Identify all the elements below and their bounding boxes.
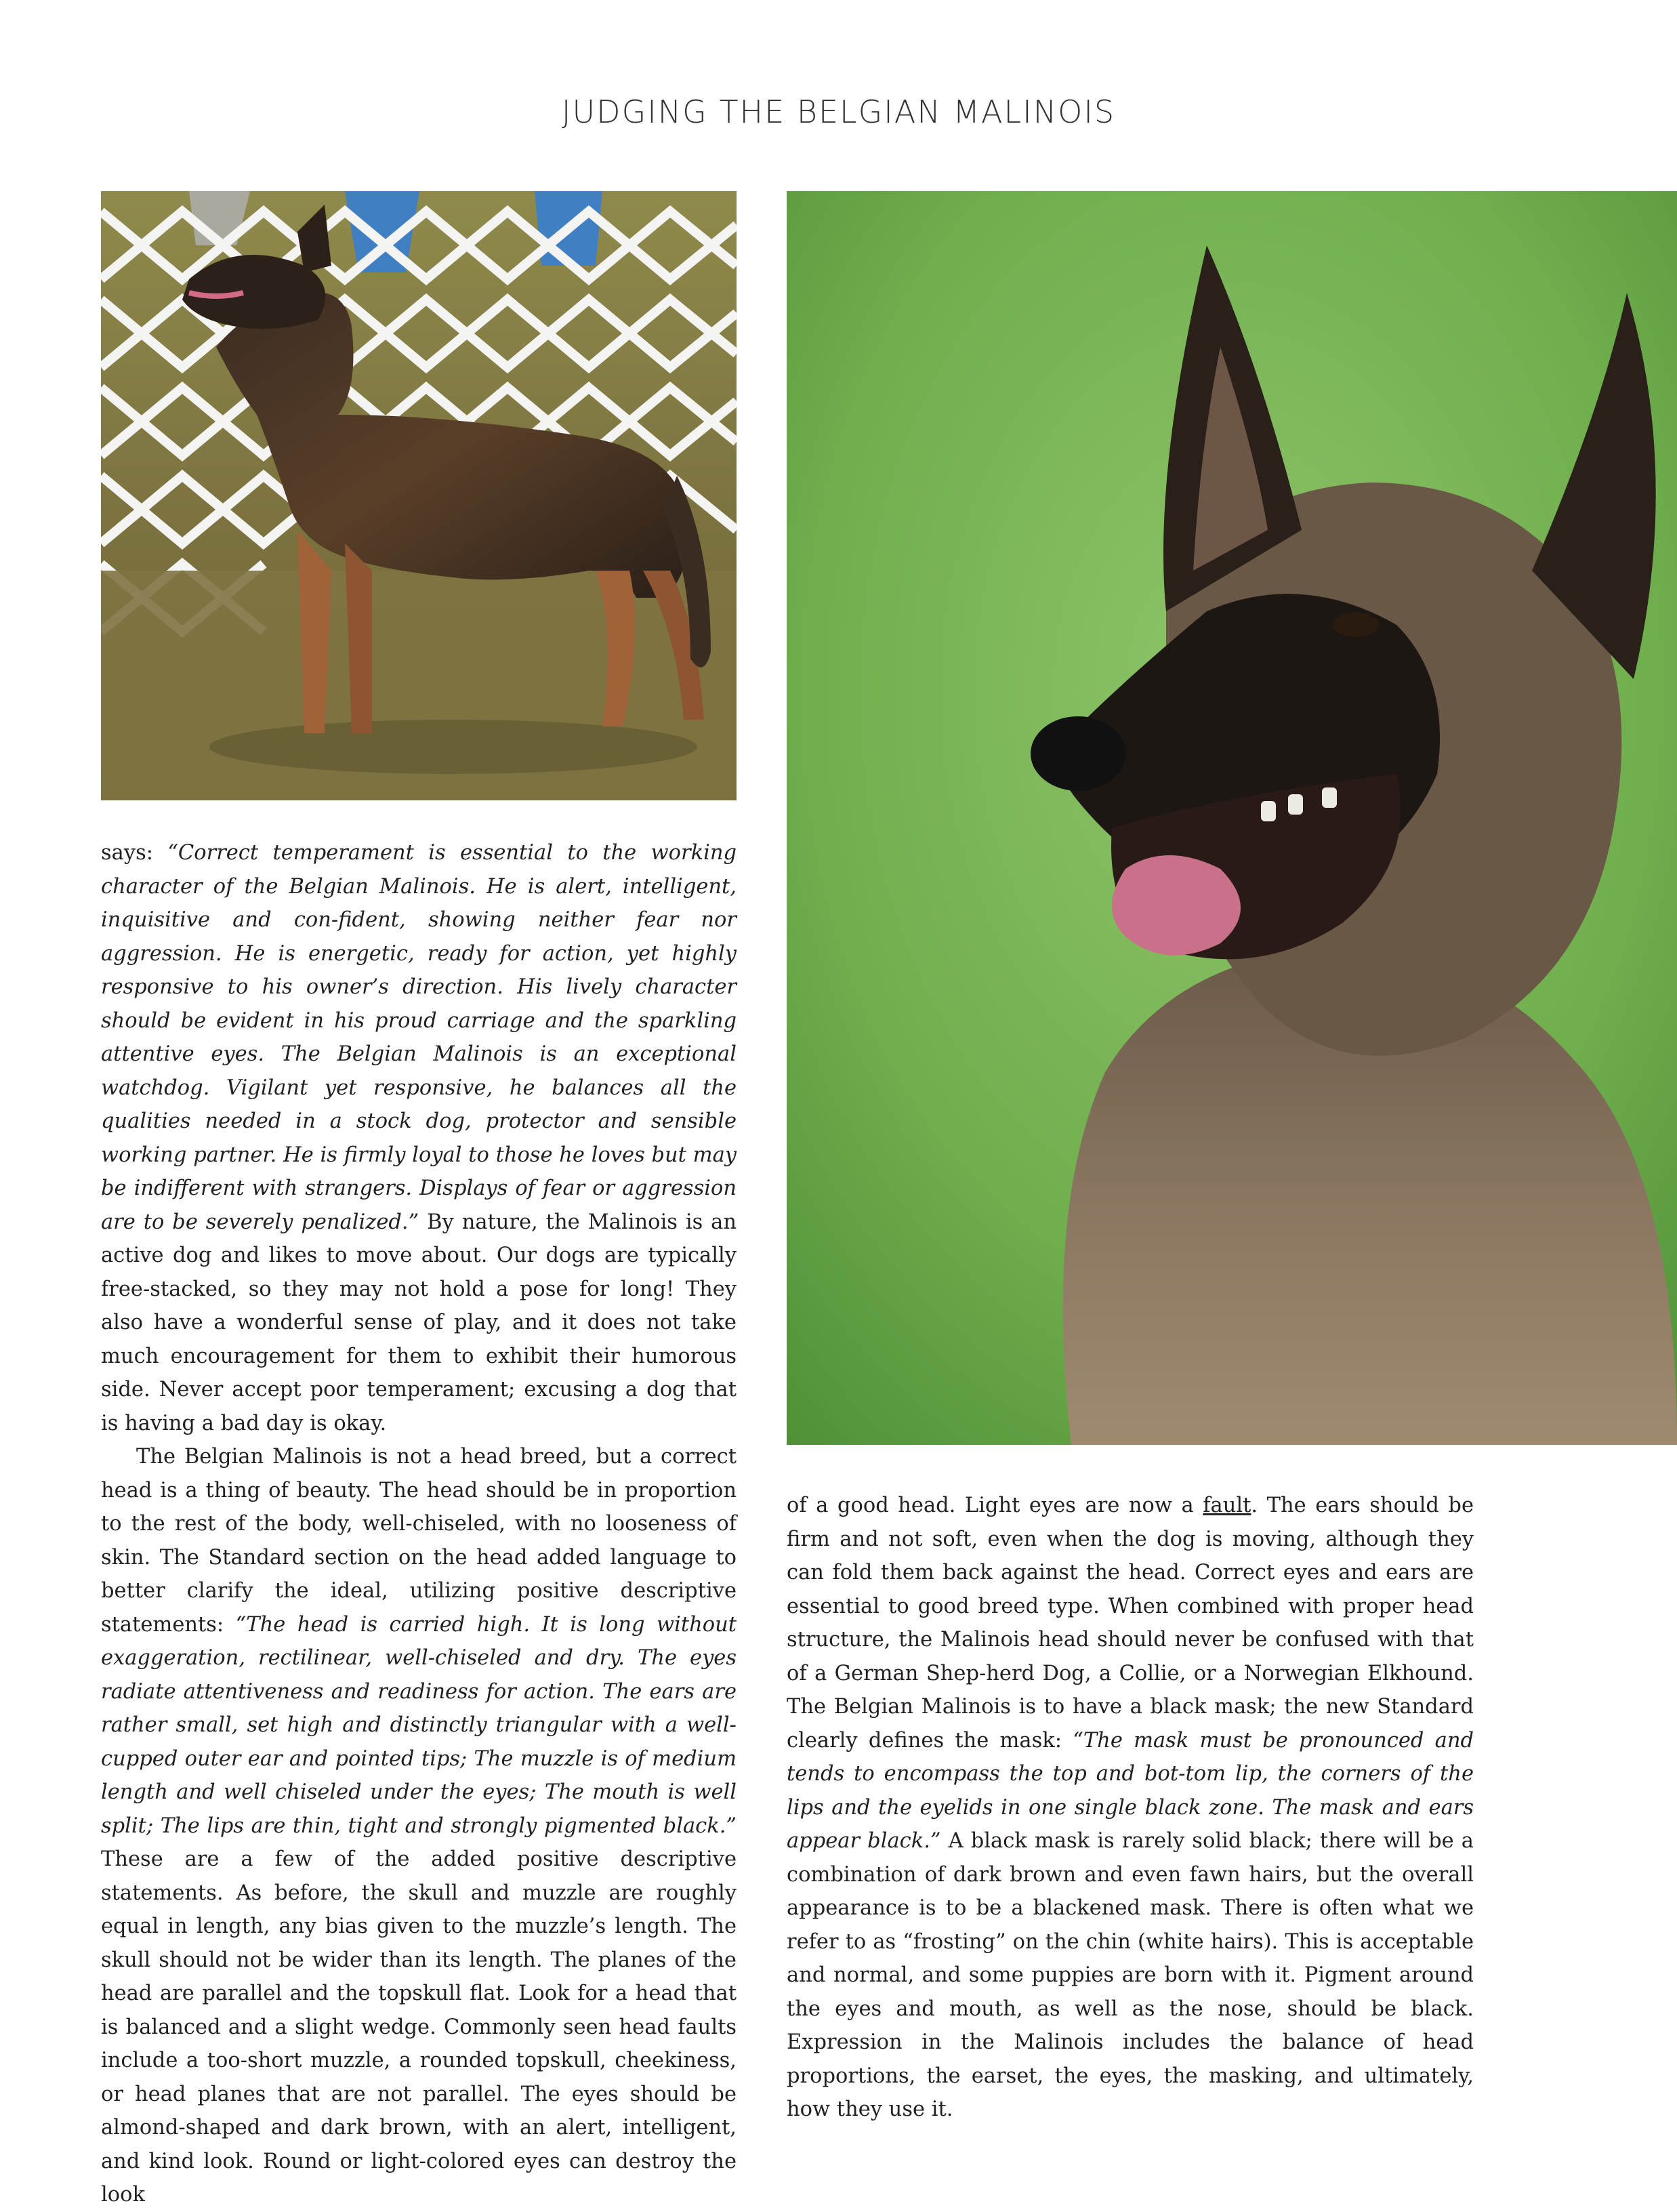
paragraph-eyes-mask-lead: of a good head. Light eyes are now a (787, 1494, 1203, 1517)
photo-standing-dog (101, 191, 737, 800)
paragraph-eyes-mask-mid: . The ears should be firm and not soft, even when the dog is moving, although they can fold them back against the head. Correct eyes and ears are essential to good breed type. When combined with proper head structure, the Malinois head should never be confused with that of a German Shep-herd Dog, a Collie, or a Norwegian Elkhound. The Belgian Malinois is to have a black mask; the new Standard clearly defines the mask: (787, 1494, 1474, 1753)
paragraph-head (101, 1440, 737, 2212)
paragraph-temperament (101, 836, 737, 1440)
standard-quote-head: “The head is carried high. It is long without exaggeration, rectilinear, well-chiseled and dry. The eyes radiate attentiveness and readiness for action. The ears are rather small, set high and distinctly triangular with a well-cupped outer ear and pointed tips; The muzzle is of medium length and well chiseled under the eyes; The mouth is well split; The lips are thin, tight and strongly pigmented black.” (101, 1612, 737, 1838)
paragraph-eyes-mask-tail: A black mask is rarely solid black; there will be a combination of dark brown and even fawn hairs, but the overall appearance is to be a blackened mask. There is often what we refer to as “frosting” on the chin (white hairs). This is acceptable and normal, and some puppies are born with it. Pigment around the eyes and mouth, as well as the nose, should be black. Expression in the Malinois includes the balance of head proportions, the earset, the eyes, the masking, and ultimately, how they use it. (787, 1829, 1474, 2121)
underlined-word-fault: fault (1203, 1494, 1251, 1517)
standard-quote-mask: “The mask must be pronounced and tends to encompass the top and bot-tom lip, the corners of the lips and the eyelids in one single black zone. The mask and ears appear black.” (787, 1728, 1474, 1853)
paragraph-head-lead: The Belgian Malinois is not a head breed, but a correct head is a thing of beauty. The head should be in proportion to the rest of the body, well-chiseled, with no looseness of skin. The Standard section on the head added language to better clarify the ideal, utilizing positive descriptive statements: (101, 1445, 737, 1637)
left-text-column (101, 836, 737, 2212)
paragraph-eyes-mask (787, 1489, 1474, 2127)
right-text-column (787, 1489, 1474, 2127)
page-header-title: JUDGING THE BELGIAN MALINOIS (561, 94, 1116, 130)
paragraph-temperament-lead: says: (101, 841, 168, 865)
paragraph-head-tail: These are a few of the added positive descriptive statements. As before, the skull and muzzle are roughly equal in length, any bias given to the muzzle’s length. The skull should not be wider than its length. The planes of the head are parallel and the topskull flat. Look for a head that is balanced and a slight wedge. Commonly seen head faults include a too-short muzzle, a rounded topskull, cheekiness, or head planes that are not parallel. The eyes should be almond-shaped and dark brown, with an alert, intelligent, and kind look. Round or light-colored eyes can destroy the look (101, 1847, 737, 2207)
paragraph-temperament-tail: By nature, the Malinois is an active dog and likes to move about. Our dogs are typically free-stacked, so they may not hold a pose for long! They also have a wonderful sense of play, and it does not take much encouragement for them to exhibit their humorous side. Never accept poor temperament; excusing a dog that is having a bad day is okay. (101, 1210, 737, 1435)
photo-head-portrait (787, 191, 1677, 1445)
standard-quote-temperament: “Correct temperament is essential to the working character of the Belgian Malinois. He is alert, intelligent, inquisitive and con-fident, showing neither fear nor aggression. He is energetic, ready for action, yet highly responsive to his owner’s direction. His lively character should be evident in his proud carriage and the sparkling attentive eyes. The Belgian Malinois is an exceptional watchdog. Vigilant yet responsive, he balances all the qualities needed in a stock dog, protector and sensible working partner. He is firmly loyal to those he loves but may be indifferent with strangers. Displays of fear or aggression are to be severely penalized.” (101, 841, 737, 1234)
